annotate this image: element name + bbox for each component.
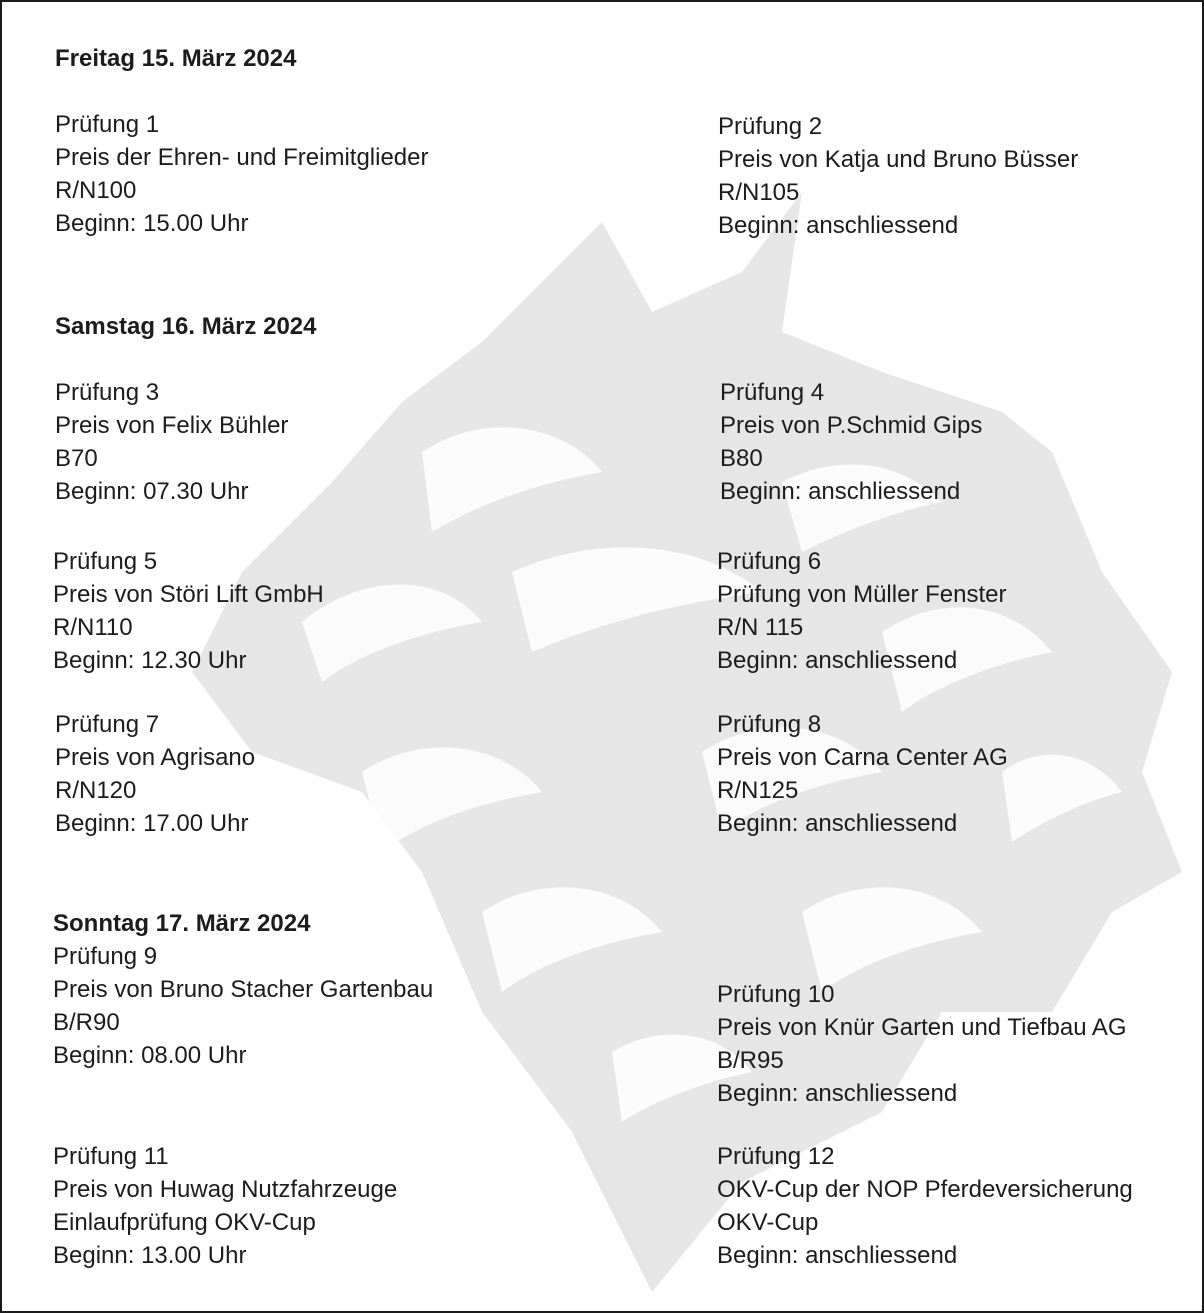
event-category: B/R95	[717, 1047, 784, 1074]
event-sponsor: Preis von Agrisano	[55, 744, 256, 771]
event-sponsor: Prüfung von Müller Fenster	[717, 581, 1007, 608]
event-sponsor: Preis von Huwag Nutzfahrzeuge	[53, 1176, 398, 1203]
event-start: Beginn: 07.30 Uhr	[55, 478, 249, 505]
event-category: Einlaufprüfung OKV-Cup	[53, 1209, 316, 1236]
event-pruefung-2	[718, 110, 1078, 242]
event-pruefung-1	[55, 108, 429, 240]
event-pruefung-8	[717, 708, 1008, 840]
event-category: OKV-Cup	[717, 1209, 819, 1236]
event-sponsor: Preis von Störi Lift GmbH	[53, 581, 324, 608]
event-title: Prüfung 6	[717, 548, 822, 575]
event-start: Beginn: 15.00 Uhr	[55, 210, 249, 237]
event-sponsor: Preis von Bruno Stacher Gartenbau	[53, 976, 434, 1003]
event-pruefung-10	[717, 978, 1127, 1110]
event-title: Prüfung 10	[717, 981, 835, 1008]
event-sponsor: Preis von Carna Center AG	[717, 744, 1008, 771]
event-start: Beginn: anschliessend	[717, 647, 958, 674]
event-pruefung-5	[53, 545, 324, 677]
event-title: Prüfung 11	[53, 1143, 169, 1170]
event-category: B80	[720, 445, 763, 472]
event-start: Beginn: 13.00 Uhr	[53, 1242, 247, 1269]
event-start: Beginn: anschliessend	[718, 212, 959, 239]
event-pruefung-9	[53, 940, 433, 1072]
event-category: R/N120	[55, 777, 137, 804]
event-title: Prüfung 9	[53, 943, 158, 970]
event-category: R/N125	[717, 777, 799, 804]
event-title: Prüfung 7	[55, 711, 160, 738]
event-title: Prüfung 3	[55, 379, 160, 406]
day-heading-sunday: Sonntag 17. März 2024	[53, 910, 311, 937]
event-sponsor: OKV-Cup der NOP Pferdeversicherung	[717, 1176, 1133, 1203]
event-category: R/N105	[718, 179, 800, 206]
event-start: Beginn: 12.30 Uhr	[53, 647, 247, 674]
day-heading-friday: Freitag 15. März 2024	[55, 45, 297, 72]
event-pruefung-12	[717, 1140, 1133, 1272]
event-sponsor: Preis von Felix Bühler	[55, 412, 289, 439]
event-pruefung-6	[717, 545, 1006, 677]
horse-head-icon	[182, 152, 1182, 1292]
event-title: Prüfung 1	[55, 111, 160, 138]
event-category: B70	[55, 445, 98, 472]
event-start: Beginn: anschliessend	[717, 810, 958, 837]
event-category: R/N110	[53, 614, 133, 641]
event-pruefung-11	[53, 1140, 397, 1272]
event-title: Prüfung 5	[53, 548, 158, 575]
event-category: R/N 115	[717, 614, 804, 641]
event-start: Beginn: anschliessend	[717, 1080, 958, 1107]
event-title: Prüfung 2	[718, 113, 823, 140]
day-heading-saturday: Samstag 16. März 2024	[55, 313, 317, 340]
event-pruefung-3	[55, 376, 288, 508]
event-category: R/N100	[55, 177, 137, 204]
event-pruefung-7	[55, 708, 255, 840]
event-start: Beginn: 08.00 Uhr	[53, 1042, 247, 1069]
event-start: Beginn: anschliessend	[720, 478, 961, 505]
event-category: B/R90	[53, 1009, 120, 1036]
event-sponsor: Preis der Ehren- und Freimitglieder	[55, 144, 429, 171]
event-title: Prüfung 8	[717, 711, 822, 738]
event-sponsor: Preis von Knür Garten und Tiefbau AG	[717, 1014, 1127, 1041]
event-start: Beginn: 17.00 Uhr	[55, 810, 249, 837]
event-title: Prüfung 4	[720, 379, 825, 406]
event-title: Prüfung 12	[717, 1143, 835, 1170]
event-start: Beginn: anschliessend	[717, 1242, 958, 1269]
event-sponsor: Preis von P.Schmid Gips	[720, 412, 983, 439]
event-sponsor: Preis von Katja und Bruno Büsser	[718, 146, 1079, 173]
event-pruefung-4	[720, 376, 982, 508]
